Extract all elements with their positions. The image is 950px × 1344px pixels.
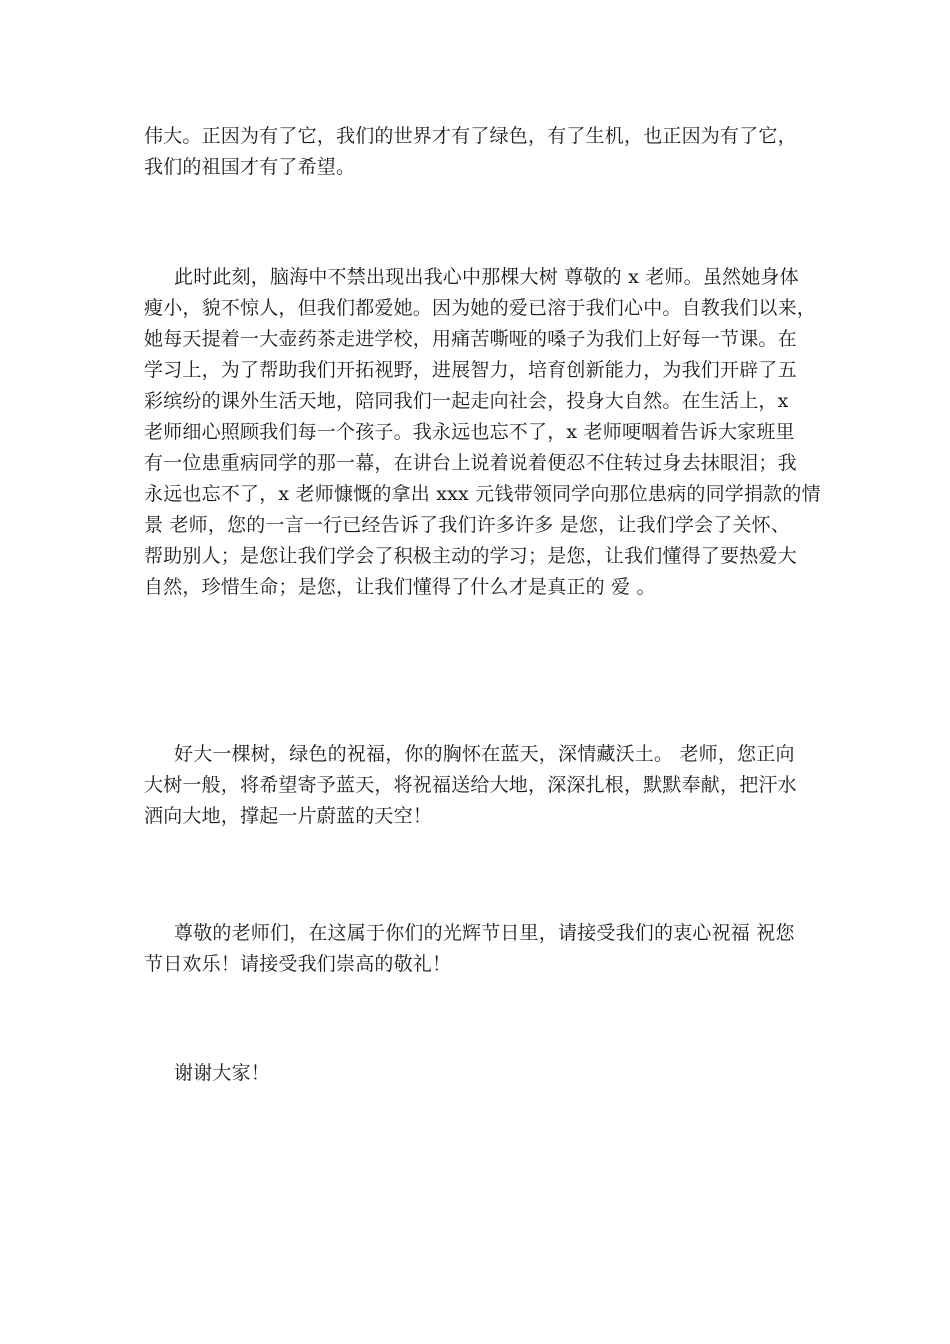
text-line: 她每天提着一大壶药茶走进学校，用痛苦嘶哑的嗓子为我们上好每一节课。在	[144, 328, 797, 350]
text-line: 瘦小，貌不惊人，但我们都爱她。因为她的爱已溶于我们心中。自教我们以来，	[144, 297, 817, 319]
paragraph-4	[144, 918, 814, 980]
text-line: 好大一棵树，绿色的祝福，你的胸怀在蓝天，深情藏沃土。 老师，您正向	[174, 743, 795, 765]
text-line: 我们的祖国才有了希望。	[144, 156, 356, 178]
text-line: 洒向大地，撑起一片蔚蓝的天空！	[144, 805, 433, 827]
text-line: 伟大。正因为有了它，我们的世界才有了绿色，有了生机，也正因为有了它，	[144, 125, 797, 147]
text-line: 有一位患重病同学的那一幕，在讲台上说着说着便忍不住转过身去抹眼泪；我	[144, 452, 797, 474]
text-line: 景 老师，您的一言一行已经告诉了我们许多许多 是您，让我们学会了关怀、	[144, 514, 791, 536]
text-line: 彩缤纷的课外生活天地，陪同我们一起走向社会，投身大自然。在生活上，x	[144, 390, 789, 412]
text-line: 大树一般，将希望寄予蓝天，将祝福送给大地，深深扎根，默默奉献，把汗水	[144, 774, 797, 796]
paragraph-2	[144, 262, 821, 603]
text-line: 帮助别人；是您让我们学会了积极主动的学习；是您，让我们懂得了要热爱大	[144, 545, 797, 567]
text-line: 谢谢大家！	[174, 1062, 271, 1084]
text-line: 节日欢乐！请接受我们崇高的敬礼！	[144, 953, 452, 975]
text-line: 永远也忘不了，x 老师慷慨的拿出 xxx 元钱带领同学向那位患病的同学捐款的情	[144, 483, 821, 505]
text-line: 学习上，为了帮助我们开拓视野，进展智力，培育创新能力，为我们开辟了五	[144, 359, 797, 381]
paragraph-3	[144, 739, 814, 832]
text-line: 尊敬的老师们，在这属于你们的光辉节日里，请接受我们的衷心祝福 祝您	[174, 922, 795, 944]
text-line: 老师细心照顾我们每一个孩子。我永远也忘不了，x 老师哽咽着告诉大家班里	[144, 421, 795, 443]
text-line: 此时此刻，脑海中不禁出现出我心中那棵大树 尊敬的 x 老师。虽然她身体	[174, 266, 799, 288]
paragraph-5	[144, 1058, 814, 1089]
text-line: 自然，珍惜生命；是您，让我们懂得了什么才是真正的 爱 。	[144, 576, 656, 598]
paragraph-1	[144, 121, 814, 183]
